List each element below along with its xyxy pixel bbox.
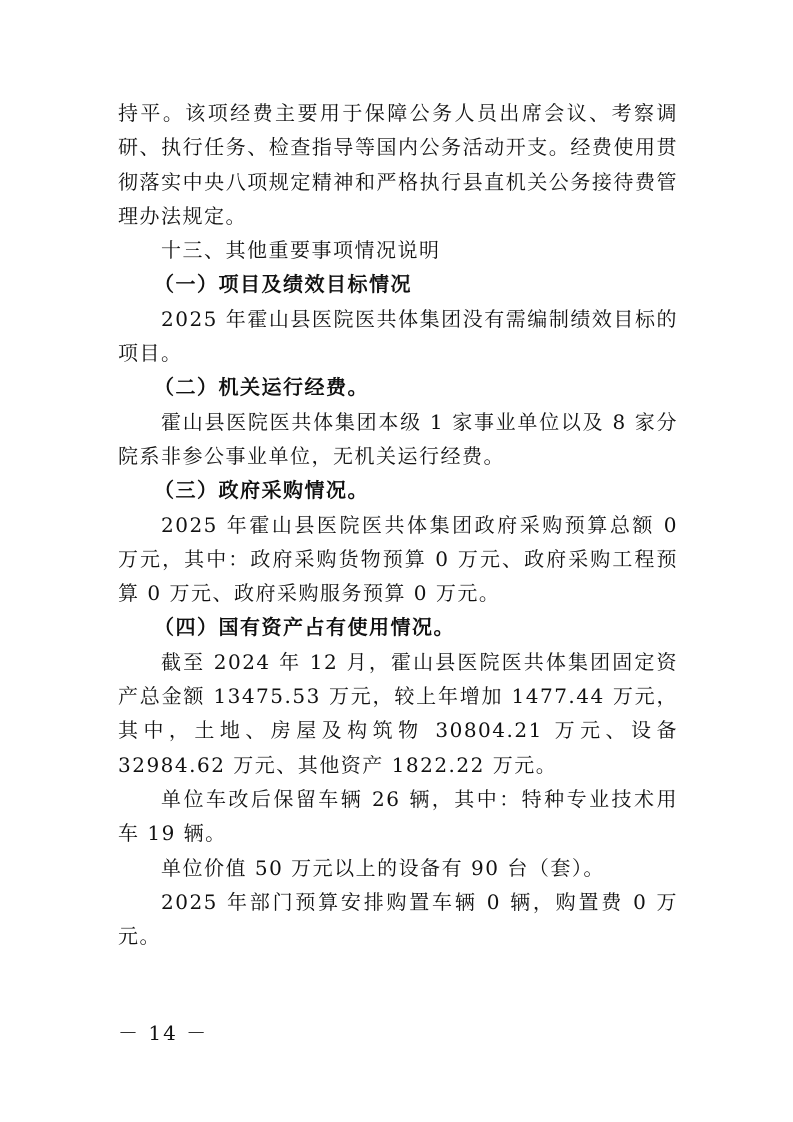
paragraph-vehicle-purchase: 2025 年部门预算安排购置车辆 0 辆，购置费 0 万元。 — [118, 889, 678, 949]
page-number: － 14 － — [118, 1021, 209, 1045]
paragraph-official-reception: 持平。该项经费主要用于保障公务人员出席会议、考察调研、执行任务、检查指导等国内公务活动开支。经费使用贯彻落实中央八项规定精神和严格执行县直机关公务接待费管理办法规定。 — [118, 101, 678, 228]
paragraph-procurement: 2025 年霍山县医院医共体集团政府采购预算总额 0 万元，其中：政府采购货物预算 0 万元、政府采购工程预算 0 万元、政府采购服务预算 0 万元。 — [118, 512, 678, 606]
subheading-state-assets: （四）国有资产占有使用情况。 — [154, 615, 455, 640]
section-heading-other-matters: 十三、其他重要事项情况说明 — [161, 238, 441, 263]
subheading-operating-funds: （二）机关运行经费。 — [154, 375, 369, 400]
subheading-procurement: （三）政府采购情况。 — [154, 478, 369, 503]
paragraph-vehicles: 单位车改后保留车辆 26 辆，其中：特种专业技术用车 19 辆。 — [118, 786, 678, 846]
document-body — [118, 96, 678, 953]
paragraph-operating-funds: 霍山县医院医共体集团本级 1 家事业单位以及 8 家分院系非参公事业单位，无机关运行经费。 — [118, 409, 678, 468]
paragraph-equipment: 单位价值 50 万元以上的设备有 90 台（套）。 — [161, 855, 605, 880]
paragraph-fixed-assets: 截至 2024 年 12 月，霍山县医院医共体集团固定资产总金额 13475.53 万元，较上年增加 1477.44 万元，其中，土地、房屋及构筑物 30804.21 万元、设备 32984.62 万元、其他资产 1822.22 万元。 — [118, 649, 678, 777]
subheading-performance-goals: （一）项目及绩效目标情况 — [154, 272, 412, 297]
paragraph-performance-goals: 2025 年霍山县医院医共体集团没有需编制绩效目标的项目。 — [118, 306, 678, 366]
